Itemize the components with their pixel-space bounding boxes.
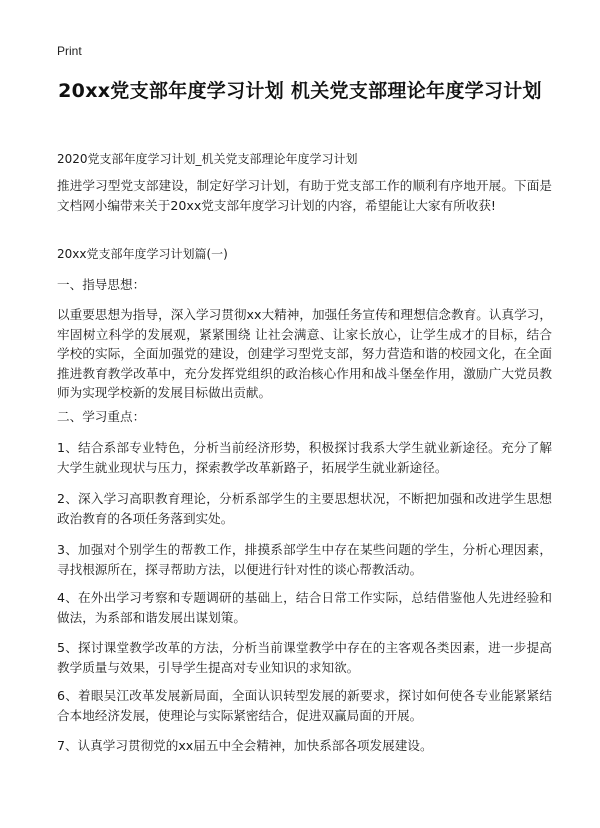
list-item-2: 2、深入学习高职教育理论，分析系部学生的主要思想状况，不断把加强和改进学生思想政治教育的各项任务落到实处。 (57, 491, 552, 526)
list-item-5: 5、探讨课堂教学改革的方法，分析当前课堂教学中存在的主客观各类因素，进一步提高教学质量与效果，引导学生提高对专业知识的求知欲。 (57, 640, 552, 675)
list-item-1: 1、结合系部专业特色，分析当前经济形势，积极探讨我系大学生就业新途径。充分了解大学生就业现状与压力，探索教学改革新路子，拓展学生就业新途径。 (57, 440, 552, 475)
section1-heading: 一、指导思想： (57, 277, 146, 292)
list-item-4: 4、在外出学习考察和专题调研的基础上，结合日常工作实际，总结借鉴他人先进经验和做法，为系部和谐发展出谋划策。 (57, 590, 552, 625)
list-item-6: 6、着眼吴江改革发展新局面，全面认识转型发展的新要求，探讨如何使各专业能紧紧结合本地经济发展，使理论与实际紧密结合，促进双赢局面的开展。 (57, 688, 552, 723)
list-item-3: 3、加强对个别学生的帮教工作，排摸系部学生中存在某些问题的学生，分析心理因素，寻找根源所在，探寻帮助方法，以便进行针对性的谈心帮教活动。 (57, 542, 552, 577)
part-heading: 20xx党支部年度学习计划篇(一) (57, 247, 228, 261)
intro-paragraph: 推进学习型党支部建设，制定好学习计划，有助于党支部工作的顺利有序地开展。下面是文档网小编带来关于20xx党支部年度学习计划的内容，希望能让大家有所收获! (57, 178, 552, 213)
document-subtitle: 2020党支部年度学习计划_机关党支部理论年度学习计划 (57, 152, 358, 166)
list-item-7: 7、认真学习贯彻党的xx届五中全会精神，加快系部各项发展建设。 (57, 738, 433, 753)
section1-body: 以重要思想为指导，深入学习贯彻xx大精神，加强任务宣传和理想信念教育。认真学习，牢固树立科学的发展观，紧紧围绕 让社会满意、让家长放心，让学生成才的目标，结合学校的实际，全面加强党的建设，创建学习型党支部，努力营造和谐的校园文化，在全面推进教育教学改革中，充分发挥党组织的政治核心作用和战斗堡垒作用，激励广大党员教师为实现学校新的发展目标做出贡献。 (57, 307, 552, 400)
document-title: 20xx党支部年度学习计划 机关党支部理论年度学习计划 (58, 80, 542, 102)
print-label: Print (57, 44, 82, 58)
section2-heading: 二、学习重点： (57, 409, 146, 424)
